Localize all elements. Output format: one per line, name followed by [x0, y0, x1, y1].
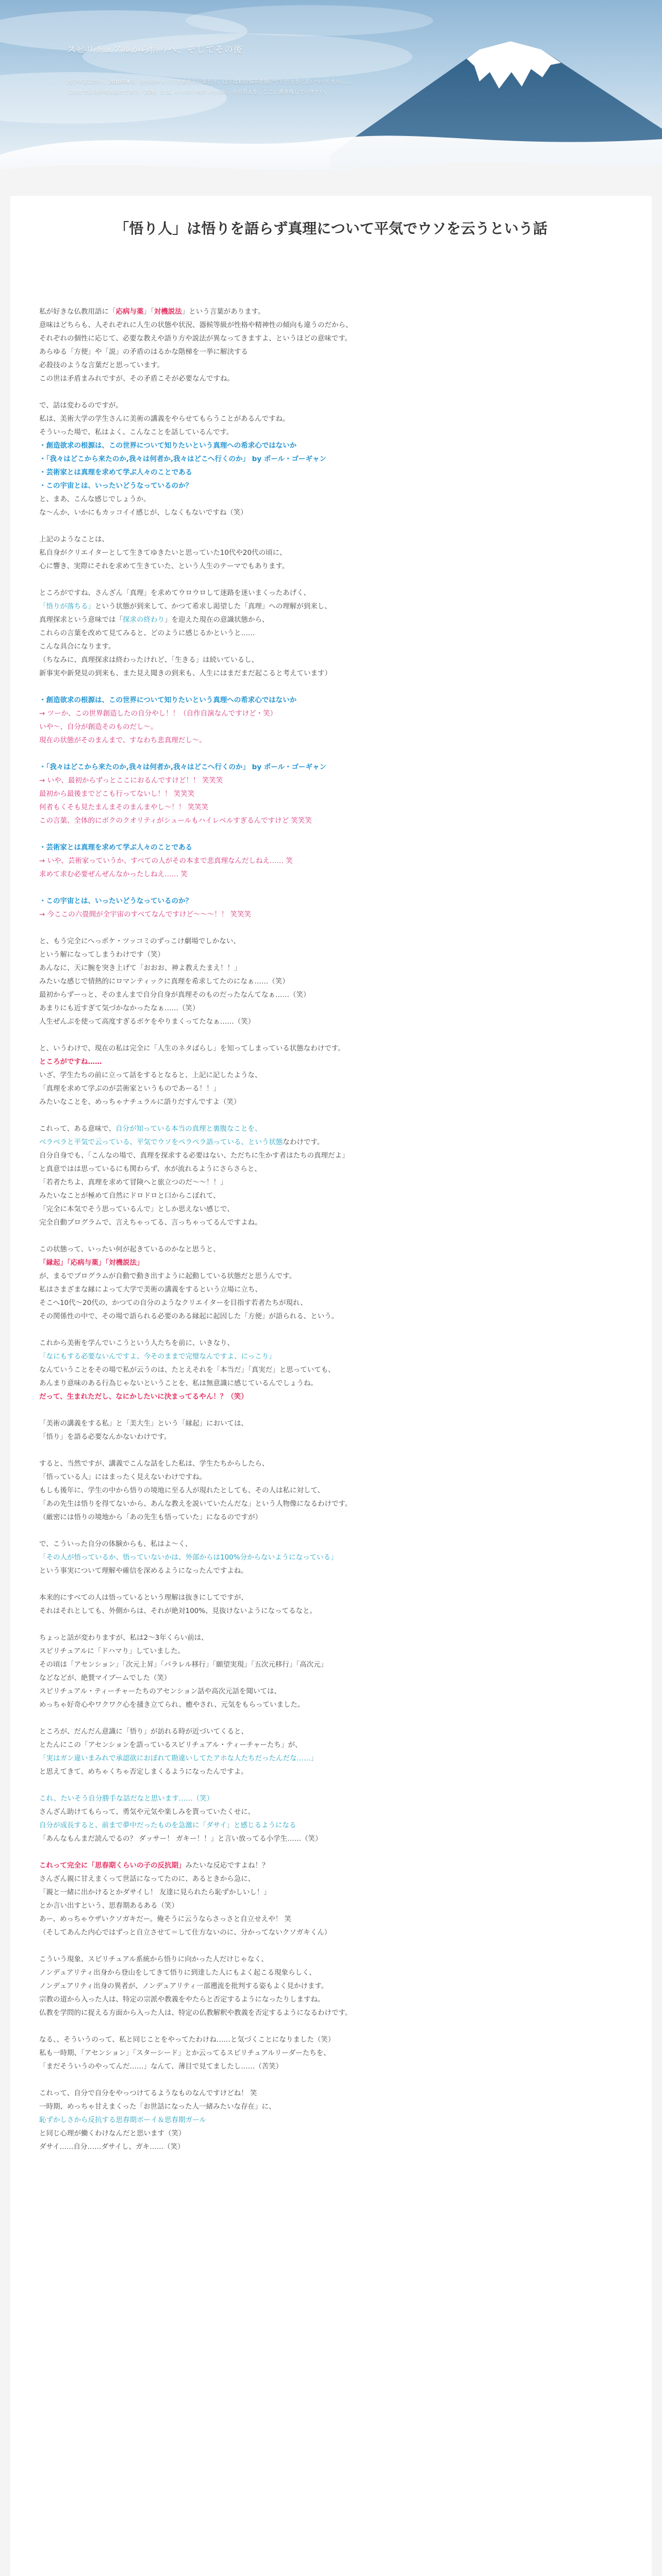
article-line — [39, 653, 623, 667]
article-line — [39, 868, 623, 881]
site-description — [67, 77, 387, 98]
article-line — [39, 1725, 623, 1738]
text-segment: こういう現象、スピリチュアル系統から悟りに向かった人だけじゃなく、 — [39, 1955, 269, 1963]
article-line — [39, 466, 623, 479]
text-segment: 自分自身でも、「こんなの場で、真理を探求する必要はない、ただちに生かす者はたちの真理だよ」 — [39, 1151, 349, 1160]
text-segment: みたいな感じで情熱的にロマンティックに真理を希求してたのになぁ……（笑） — [39, 977, 289, 986]
article-line — [39, 975, 623, 988]
post-title: 「悟り人」は悟りを語らず真理について平気でウソを云うという話 — [114, 220, 548, 237]
article-line — [39, 2046, 623, 2060]
text-segment: みたいなことを、めっちゃナチュラルに語りだすんですよ（笑） — [39, 1098, 241, 1106]
highlighted-text: 最初から最後までどこも行ってないし！！ 笑笑笑 — [39, 790, 195, 798]
text-segment: などなどが、絶賛マイブームでした（笑） — [39, 1674, 171, 1682]
text-segment: 最初からずーっと、そのまんまで自分自身が真理そのものだったなんてなぁ……（笑） — [39, 991, 310, 999]
text-segment: という事実について理解や確信を深めるようになったんですよね。 — [39, 1567, 248, 1575]
highlighted-text: 縁起 — [46, 1259, 60, 1267]
article-line — [39, 1122, 623, 1136]
text-segment: 心に響き、実際にそれを求めて生きていた、という人生のテーマでもあります。 — [39, 562, 289, 570]
text-segment: 私が好きな仏教用語に「 — [39, 308, 116, 316]
text-segment: 私はさまざまな縁によって大学で美術の講義をするという立場に立ち、 — [39, 1285, 262, 1294]
article-line — [39, 2113, 623, 2127]
article-line — [39, 1912, 623, 1926]
article-line — [39, 1551, 623, 1564]
highlighted-text: → 今ここの六畳間が全宇宙のすべてなんですけど〜〜〜！！ 笑笑笑 — [39, 910, 252, 919]
text-segment: それはそれとしても、外側からは、それが絶対100%、見抜けないようになってるなと。 — [39, 1607, 317, 1615]
article-line — [39, 1042, 623, 1055]
text-segment: 「あの先生は悟りを得てないから、あんな教えを説いていたんだな」という人物像になるわけです。 — [39, 1500, 352, 1508]
highlighted-text: 「実はガン違いまみれで承認欲におぼれて勘違いしてたアホな人たちだったんだな……」 — [39, 1754, 318, 1762]
article-line — [39, 2087, 623, 2100]
article-line — [39, 801, 623, 814]
text-segment: いざ、学生たちの前に立って話をするとなると、上記に記したような、 — [39, 1071, 262, 1079]
article-line — [39, 1537, 623, 1551]
article-paragraph — [39, 1953, 623, 2020]
article-paragraph — [39, 1725, 623, 1778]
article-line — [39, 345, 623, 359]
article-line — [39, 533, 623, 546]
article-line — [39, 1002, 623, 1015]
text-segment: さんざん助けてもらって、勇気や元気や楽しみを貰っていたくせに、 — [39, 1808, 255, 1816]
text-segment: 一時期、めっちゃ甘えまくった「お世話になった人一緒みたいな存在」に、 — [39, 2103, 276, 2111]
text-segment: 完全自動プログラムで、言えちゃってる、言っちゃってるんですよね。 — [39, 1218, 262, 1227]
text-segment: 」を迎えた現在の意識状態から、 — [164, 616, 269, 624]
article-paragraph — [39, 586, 623, 680]
text-segment: 宗教の道から入った人は、特定の宗派や教義をやたらと否定するようになったりしますね。 — [39, 1995, 325, 2004]
article-line — [39, 1243, 623, 1256]
article-line — [39, 1604, 623, 1618]
article-card — [10, 196, 652, 2576]
text-segment: という解になってしまうわけです（笑） — [39, 951, 164, 959]
article-line — [39, 1484, 623, 1497]
article-line — [39, 1631, 623, 1645]
article-paragraph — [39, 760, 623, 827]
text-segment: これらの言葉を改めて見てみると、どのように感じるかというと…… — [39, 629, 255, 637]
highlighted-text: 現在の状態がそのまんまで、すなわち悲真理だし〜。 — [39, 736, 206, 744]
text-segment: 「真理を求めて学ぶのが芸術家というものであーる！！」 — [39, 1084, 220, 1093]
article-line — [39, 1430, 623, 1444]
text-segment: 真理探求という意味では「 — [39, 616, 123, 624]
highlighted-text: ・芸術家とは真理を求めて学ぶ人々のことである — [39, 468, 192, 477]
article-line — [39, 1269, 623, 1283]
article-line — [39, 1993, 623, 2006]
text-segment: こんな具合になります。 — [39, 642, 115, 651]
article-line — [39, 1805, 623, 1819]
article-line — [39, 439, 623, 452]
highlighted-text: 「その人が悟っているか、悟っていないかは、外部からは100%分からないようになっている」 — [39, 1553, 338, 1562]
text-segment: この世は矛盾まみれですが、その矛盾こそが必要なんですね。 — [39, 375, 234, 383]
article-line — [39, 1176, 623, 1189]
article-line — [39, 318, 623, 332]
article-line — [39, 1055, 623, 1069]
article-line — [39, 1149, 623, 1162]
article-paragraph — [39, 1122, 623, 1229]
text-segment: あまりにも近すぎて気づかなかったなぁ……（笑） — [39, 1004, 200, 1012]
text-segment: 意味はどちらも、人それぞれに人生の状態や状況、器候等級が性格や精神性の傾向も違うのだから、 — [39, 321, 353, 329]
article-line — [39, 1738, 623, 1752]
text-segment: もしも後年に、学生の中から悟りの境地に至る人が現れたとしても、その人は私に対して、 — [39, 1486, 325, 1495]
text-segment: みたいな反応ですよね！？ — [185, 1861, 269, 1870]
site-description-line: これまで自分が考え続けてきた「真理」とは、いったい何だったのか。その答えを、ここに書き残していきたい。 — [67, 90, 330, 95]
article-line — [39, 546, 623, 560]
article-line — [39, 452, 623, 466]
text-segment: 「あんなもんまだ読んでるの？ ダッサー！ ガキー！！」と言い放ってる小学生……（笑） — [39, 1835, 322, 1843]
text-segment: 仏教を学問的に捉える方面から入った人は、特定の仏教解釈や教義を否定するようになるわけです。 — [39, 2009, 352, 2017]
text-segment: めっちゃ好奇心やワクワク心を掻き立てられ、癒やされ、元気をもらっていました。 — [39, 1701, 305, 1709]
article-line — [39, 305, 623, 318]
article-line — [39, 1832, 623, 1845]
text-segment: 「美術の講義をする私」と「美大生」という「縁起」においては、 — [39, 1419, 248, 1428]
site-header — [0, 0, 662, 191]
article-paragraph — [39, 841, 623, 881]
article-line — [39, 1645, 623, 1658]
article-line — [39, 613, 623, 626]
text-segment: ダサイ……自分……ダサイし、ガキ……（笑） — [39, 2143, 185, 2151]
text-segment: その関係性の中で、その場で語られる必要のある縁起に起因した「方便」が語られる、という。 — [39, 1312, 339, 1320]
article-line — [39, 506, 623, 519]
article-line — [39, 693, 623, 707]
text-segment: この状態って、いったい何が起きているのかなと思うと、 — [39, 1245, 220, 1253]
article-line — [39, 841, 623, 854]
text-segment: と、もう完全にへっポケ・ツッコミのずっこけ劇場でしかない、 — [39, 937, 240, 945]
article-paragraph — [39, 894, 623, 921]
highlighted-text: だって、生まれただし、なにかしたいに決まってるやん！？（笑） — [39, 1393, 248, 1401]
text-segment: なんていうことをその場で私が云うのは、たとえそれを「本当だ」「真実だ」と思っていても、 — [39, 1366, 335, 1374]
article-line — [39, 1390, 623, 1403]
highlighted-text: 応病与薬 — [70, 1259, 98, 1267]
article-paragraph — [39, 935, 623, 1028]
article-line — [39, 1015, 623, 1028]
article-paragraph — [39, 1631, 623, 1711]
article-line — [39, 2140, 623, 2154]
text-segment: ノンデュアリティ出身の異者が、ノンデュアリティ一部遡流を批判する姿もよく見かけます。 — [39, 1982, 328, 1990]
article-paragraph — [39, 399, 623, 519]
article-line — [39, 1363, 623, 1377]
highlighted-text: 「 — [39, 1259, 46, 1267]
article-line — [39, 1564, 623, 1578]
text-segment: ちょっと話が変わりますが、私は2〜3年くらい前は、 — [39, 1634, 208, 1642]
article-line — [39, 479, 623, 493]
article-line — [39, 1511, 623, 1524]
article-line — [39, 372, 623, 385]
highlighted-text: ところがですね…… — [39, 1058, 102, 1066]
text-segment: で、話は変わるのですが。 — [39, 401, 123, 410]
article-line — [39, 586, 623, 600]
highlighted-text: → いや、芸術家っていうか、すべての人がその本まで悲真理なんだしねえ…… 笑 — [39, 857, 293, 865]
article-line — [39, 1966, 623, 1979]
article-line — [39, 1752, 623, 1765]
article-paragraph — [39, 533, 623, 573]
text-segment: 私も一時期、「アセンション」「スターシード」とか云ってるスピリチュアルリーダーたちを、 — [39, 2049, 330, 2057]
article-line — [39, 560, 623, 573]
text-segment: （厳密には悟りの境地から「あの先生も悟っていた」になるのですが） — [39, 1513, 262, 1521]
text-segment: で、こういった自分の体験からも、私はよ〜く、 — [39, 1540, 192, 1548]
article-line — [39, 1457, 623, 1470]
highlighted-text: 「悟りが落ちる」 — [39, 602, 95, 611]
article-paragraph — [39, 1457, 623, 1524]
article-line — [39, 774, 623, 787]
article-line — [39, 1979, 623, 1993]
article-line — [39, 1953, 623, 1966]
article-line — [39, 2033, 623, 2046]
text-segment: （ちなみに、真理探求は終わったけれど、「生きる」は続いているし、 — [39, 656, 259, 664]
text-segment: そこへ10代〜20代の、かつての自分のようなクリエイターを目指す若者たちが現れ、 — [39, 1299, 307, 1307]
highlighted-text: ・この宇宙とは、いったいどうなっているのか？ — [39, 897, 192, 905]
article-paragraph — [39, 693, 623, 747]
article-line — [39, 948, 623, 961]
text-segment: みたいなことが極めて自然にドロドロと口からこぼれて、 — [39, 1192, 220, 1200]
article-line — [39, 1202, 623, 1216]
article-line — [39, 1336, 623, 1350]
highlighted-text: → ツーか、この世界創造したの自分やし！！（自作自演なんですけど・笑） — [39, 709, 277, 718]
text-segment: なわけです。 — [283, 1138, 324, 1146]
article-paragraph — [39, 1591, 623, 1618]
article-line — [39, 787, 623, 801]
article-line — [39, 1082, 623, 1095]
text-segment: スピリチュアル・ティーチャーたちのアセンション話や高次元話を聞いては、 — [39, 1687, 282, 1696]
article-line — [39, 1417, 623, 1430]
article-line — [39, 720, 623, 734]
highlighted-text: 」「 — [98, 1259, 109, 1267]
text-segment: 上記のようなことは、 — [39, 535, 109, 544]
text-segment: 必殺技のような言葉だと思っています。 — [39, 361, 164, 369]
text-segment: 」という言葉があります。 — [181, 308, 265, 316]
article-line — [39, 1069, 623, 1082]
text-segment: 」「 — [143, 308, 154, 316]
highlighted-text: ・創造欲求の根源は、この世界について知りたいという真理への希求心ではないか — [39, 442, 297, 450]
text-segment: 「完全に本気でそう思っているんで」としか思えない感じで、 — [39, 1205, 234, 1213]
text-segment: （そしてあんた内心ではずっと自立させて＝して仕方ないのに、分かってないクソガキくん） — [39, 1928, 332, 1937]
article-line — [39, 1162, 623, 1176]
article-line — [39, 2060, 623, 2073]
highlighted-text: ・この宇宙とは、いったいどうなっているのか？ — [39, 482, 192, 490]
text-segment: これって、ある意味で、 — [39, 1125, 115, 1133]
article-paragraph — [39, 1243, 623, 1323]
article-paragraph — [39, 2033, 623, 2073]
text-segment: そういった場で、私はよく、こんなことを話しているんです。 — [39, 428, 234, 436]
text-segment: あらゆる「方便」や「説」の矛盾のはるかな階梯を一挙に解決する — [39, 348, 248, 356]
text-segment: ノンデュアリティ出身から登山をしてきて悟りに到達した人にもよく起こる現象らしく、 — [39, 1969, 316, 1977]
highlighted-text: いや〜、自分が創造そのものだし〜。 — [39, 723, 158, 731]
article-line — [39, 626, 623, 640]
highlighted-text: 自分が成長すると、 — [39, 1821, 102, 1829]
text-segment: とか言い出すという、思春期あるある（笑） — [39, 1902, 178, 1910]
article-line — [39, 359, 623, 372]
highlighted-text: 対機説法 — [154, 308, 182, 316]
text-segment: あんまり意味のある行為じゃないということを、私は無意識に感じているんでしょうね。 — [39, 1379, 318, 1387]
article-line — [39, 961, 623, 975]
highlighted-text: → いや、最初からずっとここにおるんですけど！！ 笑笑笑 — [39, 776, 223, 785]
article-line — [39, 2006, 623, 2020]
article-line — [39, 734, 623, 747]
article-line — [39, 1591, 623, 1604]
text-segment: さんざん親に甘えまくって世話になってたのに、あるときから急に、 — [39, 1875, 255, 1883]
article-paragraph — [39, 1417, 623, 1444]
article-line — [39, 1765, 623, 1778]
text-segment: 「親と一緒に出かけるとかダサイし！ 友達に見られたら恥ずかしいし！」 — [39, 1888, 271, 1896]
text-segment: 本来的にすべての人は悟っているという理解は抜きにしてですが、 — [39, 1594, 248, 1602]
article-line — [39, 1792, 623, 1805]
article-line — [39, 1136, 623, 1149]
text-segment: と、まあ、こんな感じでしょうか。 — [39, 495, 151, 503]
article-line — [39, 854, 623, 868]
highlighted-text: ・「我々はどこから来たのか,我々は何者か,我々はどこへ行くのか」 by ポール・ゴーギャン — [39, 763, 327, 771]
highlighted-text: ・創造欲求の根源は、この世界について知りたいという真理への希求心ではないか — [39, 696, 297, 704]
text-segment: なる、、そういうのって、私と同じことをやってたわけね……と気づくことになりました（笑） — [39, 2036, 335, 2044]
article-line — [39, 1698, 623, 1711]
highlighted-text: ベラベラと平気で云っている、平気でウソをペラペラ語っている、という状態 — [39, 1138, 283, 1146]
article-line — [39, 814, 623, 827]
article-line — [39, 760, 623, 774]
article-line — [39, 640, 623, 653]
highlighted-text: これ、たいそう自分勝手な話だなと思います……（笑） — [39, 1794, 214, 1803]
highlighted-text: ・「我々はどこから来たのか,我々は何者か,我々はどこへ行くのか」 by ポール・ゴーギャン — [39, 455, 327, 463]
article-line — [39, 1926, 623, 1939]
highlighted-text: 」 — [137, 1259, 144, 1267]
article-paragraph — [39, 1537, 623, 1578]
article-line — [39, 1283, 623, 1296]
text-segment: 「悟り」を語る必要なんかないわけです。 — [39, 1433, 171, 1441]
text-segment: と真意ではは思っているにも関わらず、水が流れるようにさらさらと、 — [39, 1165, 261, 1173]
article-line — [39, 894, 623, 908]
article-line — [39, 1377, 623, 1390]
article-line — [39, 399, 623, 412]
text-segment: それぞれの個性に応じて、必要な教えや語り方や説法が異なってきますよ、というほどの意味です。 — [39, 334, 352, 343]
highlighted-text: 」「 — [60, 1259, 71, 1267]
article-paragraph — [39, 1792, 623, 1845]
site-description-line: 大学卒業に伴い、2010年4月、社内のキャリアを始めるにあたり、以下は私の悩みを聞いていたときに思いついたもの…… — [67, 79, 352, 85]
text-segment: あんなに、天に腕を突き上げて「おおお、神よ教えたまえ！！」 — [39, 964, 241, 972]
article-line — [39, 2100, 623, 2113]
article-line — [39, 1899, 623, 1912]
article-paragraph — [39, 1336, 623, 1403]
text-segment: 「まだそういうのやってんだ……」なんて、薄目で見てましたし……（苦笑） — [39, 2062, 283, 2071]
text-segment: その頃は「アセンション」「次元上昇」「パラレル移行」「願望実現」「五次元移行」「高次元」 — [39, 1660, 328, 1669]
highlighted-text: 応病与薬 — [115, 308, 144, 316]
article-line — [39, 1497, 623, 1511]
article-body — [39, 305, 623, 2154]
article-line — [39, 1470, 623, 1484]
article-line — [39, 1310, 623, 1323]
highlighted-text: 前まで夢中だったものを急激に「ダサイ」と感じるようになる — [102, 1821, 296, 1829]
highlighted-text: 自分が知っている本当の真理と裏腹なことを、 — [115, 1125, 262, 1133]
text-segment: と同じ心理が働くわけなんだと思います（笑） — [39, 2129, 186, 2138]
text-segment: 「若者たちよ、真理を求めて冒険へと旅立つのだ〜〜！！」 — [39, 1178, 227, 1187]
article-line — [39, 908, 623, 921]
article-line — [39, 493, 623, 506]
highlighted-text: 探求の終わり — [123, 616, 164, 624]
article-line — [39, 1872, 623, 1886]
highlighted-text: これって完全に「思春期くらいの子の反抗期」 — [39, 1861, 186, 1870]
text-segment: 人生ぜんぶを使って高度すぎるボケをやりまくってたなぁ……（笑） — [39, 1018, 255, 1026]
article-line — [39, 935, 623, 948]
text-segment: 私は、美術大学の学生さんに美術の講義をやらせてもらうことがあるんですね。 — [39, 415, 290, 423]
article-line — [39, 332, 623, 345]
article-line — [39, 988, 623, 1002]
text-segment: スピリチュアルに「ドハマり」していました。 — [39, 1647, 185, 1655]
highlighted-text: 恥ずかしさから反抗する思春期ボーイ＆思春期ガール — [39, 2116, 206, 2124]
article-paragraph — [39, 1859, 623, 1939]
text-segment: と思えてきて、めちゃくちゃ否定しまくるようになったんですよ。 — [39, 1768, 248, 1776]
article-line — [39, 667, 623, 680]
highlighted-text: 求めて求む必要ぜんぜんなかったしねえ…… 笑 — [39, 870, 188, 878]
text-segment: な〜んか、いかにもカッコイイ感じが、しなくもないですね（笑） — [39, 509, 247, 517]
text-segment: が、まるでプログラムが自動で動き出すように起動している状態だと思うんです。 — [39, 1272, 296, 1280]
article-line — [39, 1256, 623, 1269]
article-line — [39, 1819, 623, 1832]
text-segment: とたんにこの「アセンションを語っているスピリチュアル・ティーチャーたち」が、 — [39, 1741, 302, 1749]
article-line — [39, 412, 623, 426]
article-line — [39, 600, 623, 613]
article-line — [39, 1685, 623, 1698]
article-paragraph — [39, 1042, 623, 1109]
article-line — [39, 1296, 623, 1310]
text-segment: 新事実や新発見の到来も、また見え聞きの到来も、人生にはまだまだ起こると考えています） — [39, 669, 332, 677]
text-segment: これから美術を学んでいこうという人たちを前に、いきなり、 — [39, 1339, 234, 1347]
article-paragraph — [39, 2087, 623, 2154]
text-segment: 「悟っている人」にはまったく見えないわけですね。 — [39, 1473, 206, 1481]
article-line — [39, 707, 623, 720]
article-line — [39, 1671, 623, 1685]
highlighted-text: 何者もくそも見たまんまそのまんまやし〜！！ 笑笑笑 — [39, 803, 209, 811]
article-line — [39, 1859, 623, 1872]
highlighted-text: 「なにもする必要ないんですよ、今そのままで完璧なんですよ、にっこり」 — [39, 1352, 276, 1361]
text-segment: これって、自分で自分をやっつけてるようなものなんですけどね！ 笑 — [39, 2089, 257, 2097]
article-line — [39, 1189, 623, 1202]
highlighted-text: この言葉、全体的にボクのクオリティがシュールもハイレベルすぎるんですけど 笑笑笑 — [39, 817, 312, 825]
article-line — [39, 1095, 623, 1109]
article-line — [39, 1658, 623, 1671]
text-segment: と、いうわけで、現在の私は完全に「人生のネタばらし」を知ってしまっている状態なわけです。 — [39, 1044, 345, 1053]
text-segment: という状態が到来して、かつて希求し渇望した「真理」への理解が到来し、 — [95, 602, 332, 611]
text-segment: 私自身がクリエイターとして生きてゆきたいと思っていた10代や20代の頃に、 — [39, 549, 287, 557]
text-segment: ところが、だんだん意識に「悟り」が訪れる時が近づいてくると、 — [39, 1727, 248, 1736]
article-line — [39, 1216, 623, 1229]
article-line — [39, 426, 623, 439]
highlighted-text: 対機説法 — [109, 1259, 137, 1267]
article-line — [39, 2127, 623, 2140]
text-segment: すると、当然ですが、講義でこんな話をした私は、学生たちからしたら、 — [39, 1460, 269, 1468]
article-paragraph — [39, 305, 623, 385]
site-title-link[interactable]: スピリチュアルから悟りへ、そしてその後 — [67, 45, 243, 55]
highlighted-text: ・芸術家とは真理を求めて学ぶ人々のことである — [39, 843, 192, 852]
article-line — [39, 1350, 623, 1363]
text-segment: ところがですね、さんざん「真理」を求めてウロウロして迷路を迷いまくったあげく、 — [39, 589, 310, 597]
text-segment: あー、めっちゃウザいクソガキだー。俺そうに云うならさっさと自立せえや！ 笑 — [39, 1915, 292, 1923]
article-line — [39, 1886, 623, 1899]
